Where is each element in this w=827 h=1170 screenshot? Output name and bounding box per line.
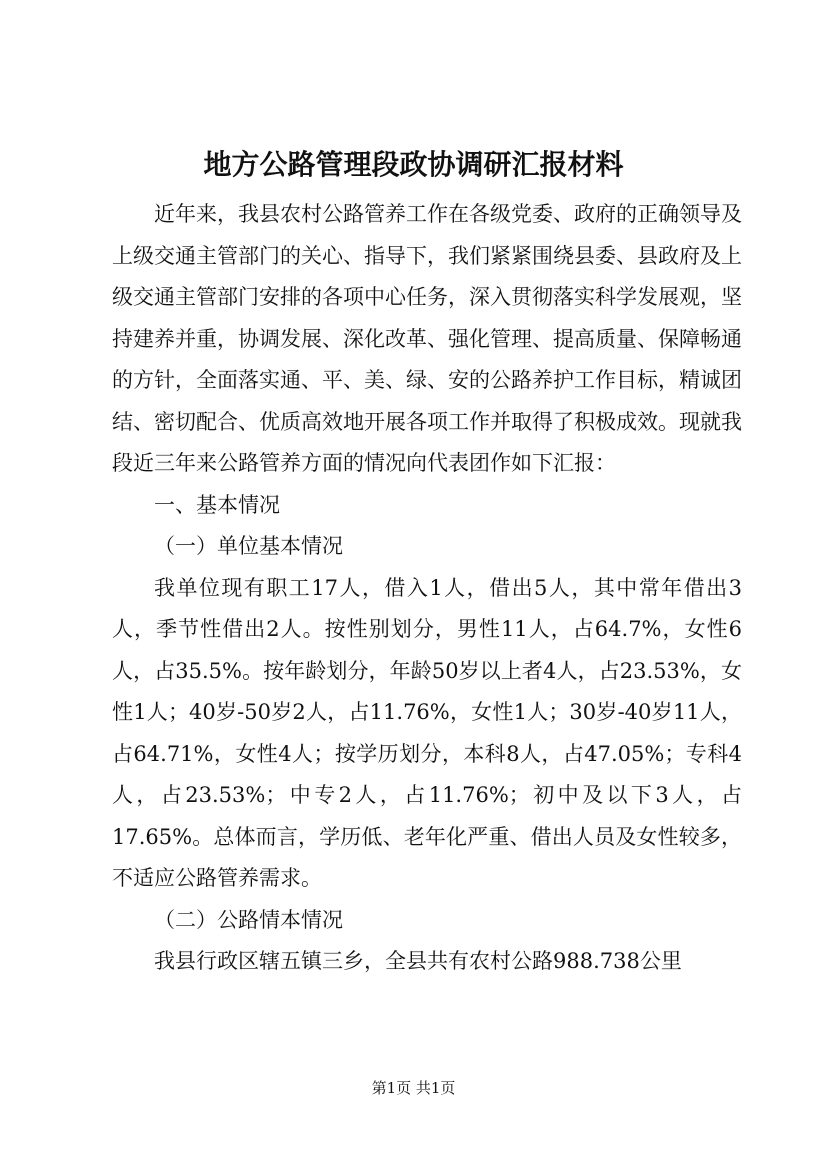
subheading-road-situation: （二）公路情本情况 [154, 907, 343, 932]
document-body [112, 194, 742, 983]
subheading-unit-situation: （一）单位基本情况 [154, 534, 343, 558]
paragraph-intro: 近年来，我县农村公路管养工作在各级党委、政府的正确领导及上级交通主管部门的关心、指导下，我们紧紧围绕县委、县政府及上级交通主管部门安排的各项中心任务，深入贯彻落实科学发展观，坚持建养并重，协调发展、深化改革、强化管理、提高质量、保障畅通的方针，全面落实通、平、美、绿、安的公路养护工作目标，精诚团结、密切配合、优质高效地开展各项工作并取得了积极成效。现就我段近三年来公路管养方面的情况向代表团作如下汇报： [112, 202, 742, 475]
paragraph-staff: 我单位现有职工17人，借入1人，借出5人，其中常年借出3人，季节性借出2人。按性别划分，男性11人，占64.7%，女性6人，占35.5%。按年龄划分，年龄50岁以上者4人，占23.53%，女性1人；40岁-50岁2人，占11.76%，女性1人；30岁-40岁11人，占64.71%，女性4人；按学历划分，本科8人，占47.05%；专科4人，占23.53%；中专2人，占11.76%；初中及以下3人，占17.65%。总体而言，学历低、老年化严重、借出人员及女性较多，不适应公路管养需求。 [112, 575, 742, 890]
paragraph-roads: 我县行政区辖五镇三乡，全县共有农村公路988.738公里 [154, 949, 682, 973]
heading-basic-situation: 一、基本情况 [154, 492, 280, 517]
page-footer: 第1页 共1页 [371, 1079, 456, 1097]
document-title: 地方公路管理段政协调研汇报材料 [203, 148, 624, 181]
